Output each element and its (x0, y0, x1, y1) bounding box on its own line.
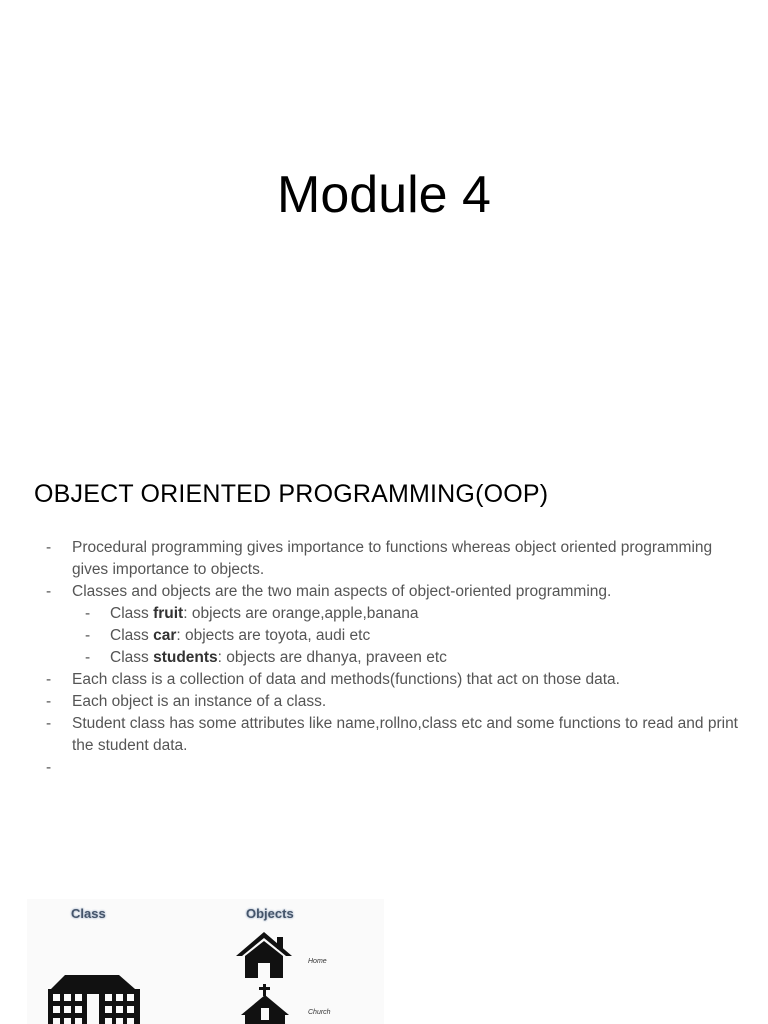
sub-bullet-text (110, 625, 740, 647)
class-objects: : objects are orange,apple,banana (183, 605, 419, 622)
bullet-text: Procedural programming gives importance to functions whereas object oriented programming gives importance to objects. (72, 539, 713, 578)
bullet-text: Classes and objects are the two main aspects of object-oriented programming. (72, 583, 612, 600)
bullet-item (0, 581, 768, 603)
class-prefix: Class (110, 605, 154, 622)
bullet-item (0, 713, 768, 757)
class-prefix: Class (110, 627, 154, 644)
sub-bullet-text (110, 647, 740, 669)
class-objects-figure (27, 899, 384, 1024)
bullet-text: Student class has some attributes like name,rollno,class etc and some functions to read and print the student data. (72, 715, 738, 754)
objects-label: Objects (246, 906, 294, 921)
bullet-dash: - (46, 671, 52, 688)
object-name-home: Home (308, 958, 327, 965)
bullet-text (72, 757, 742, 779)
bullet-dash: - (85, 605, 91, 622)
bullet-item-empty (0, 757, 768, 779)
class-name: fruit (153, 605, 184, 622)
bullet-dash: - (85, 627, 91, 644)
section-heading: OBJECT ORIENTED PROGRAMMING(OOP) (34, 480, 549, 508)
building-icon (45, 969, 141, 1024)
sub-bullet-text (110, 603, 740, 625)
bullet-dash: - (46, 759, 52, 776)
class-objects: : objects are toyota, audi etc (176, 627, 371, 644)
bullet-dash: - (46, 583, 52, 600)
bullet-list (0, 537, 768, 779)
class-name: students (153, 649, 218, 666)
class-label: Class (71, 906, 106, 921)
home-icon (235, 931, 293, 979)
object-name-church: Church (308, 1009, 331, 1016)
class-name: car (153, 627, 177, 644)
bullet-dash: - (85, 649, 91, 666)
church-icon (237, 983, 293, 1024)
slide-title: Module 4 (277, 166, 491, 224)
sub-bullet-item (0, 603, 768, 625)
class-prefix: Class (110, 649, 154, 666)
sub-bullet-item (0, 647, 768, 669)
bullet-item (0, 691, 768, 713)
bullet-dash: - (46, 715, 52, 732)
sub-bullet-item (0, 625, 768, 647)
bullet-dash: - (46, 539, 52, 556)
bullet-dash: - (46, 693, 52, 710)
bullet-text: Each class is a collection of data and methods(functions) that act on those data. (72, 671, 620, 688)
bullet-item (0, 669, 768, 691)
bullet-item (0, 537, 768, 581)
class-objects: : objects are dhanya, praveen etc (217, 649, 447, 666)
bullet-text: Each object is an instance of a class. (72, 693, 327, 710)
